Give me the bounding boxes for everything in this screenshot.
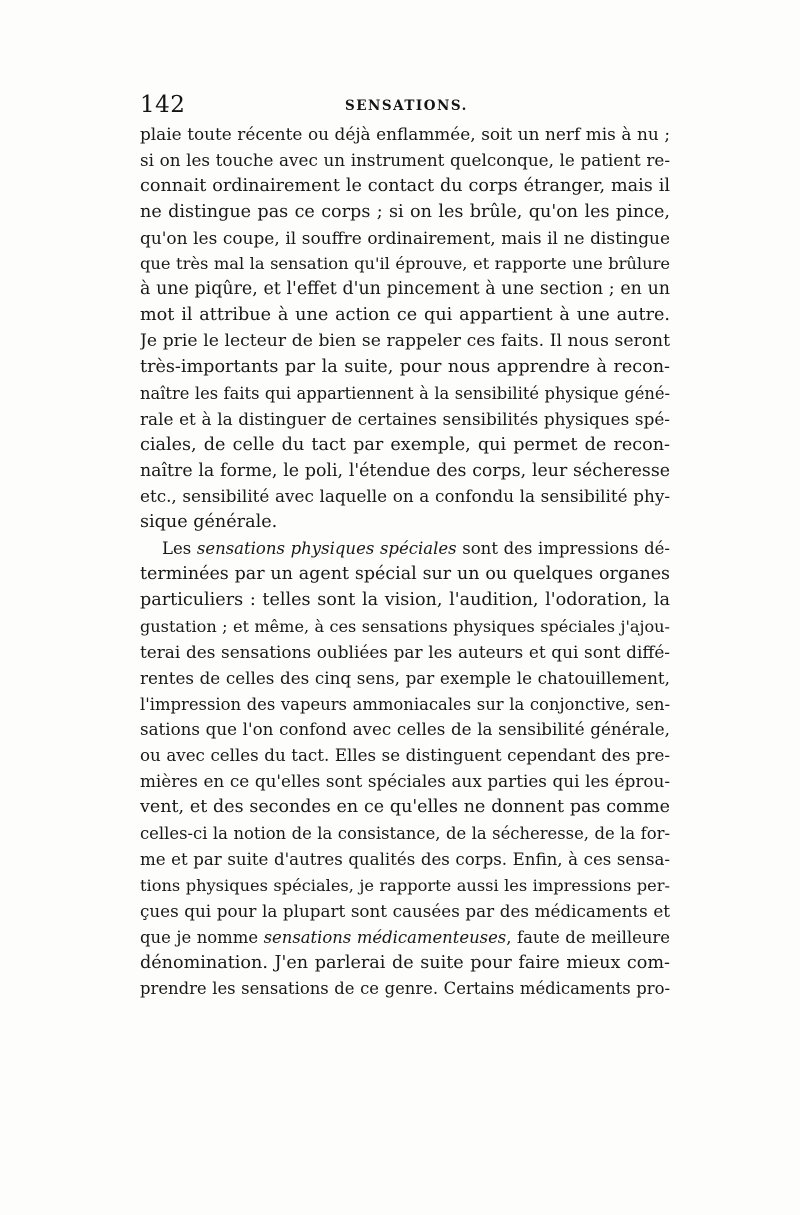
text-line: mot il attribue à une action ce qui appartient à une autre. — [140, 305, 670, 326]
text-line: naître les faits qui appartiennent à la sensibilité physique géné- — [140, 383, 670, 403]
text-line: sations que l'on confond avec celles de la sensibilité générale, — [140, 719, 670, 740]
text-line: l'impression des vapeurs ammoniacales sur la conjonctive, sen- — [140, 694, 670, 714]
italic-term: sensations médicamenteuses — [263, 927, 507, 947]
body-text — [140, 122, 670, 1002]
text-run: que je nomme — [140, 927, 264, 947]
text-run: Les — [162, 539, 197, 559]
text-line: naître la forme, le poli, l'étendue des corps, leur sécheresse — [140, 460, 670, 481]
text-line — [140, 925, 670, 951]
running-title: SENSATIONS. — [345, 98, 468, 114]
text-line: celles-ci la notion de la consistance, de la sécheresse, de la for- — [140, 824, 670, 844]
text-run: sont des impressions dé- — [456, 539, 670, 559]
text-line: prendre les sensations de ce genre. Certains médicaments pro- — [140, 979, 670, 999]
text-line: plaie toute récente ou déjà enflammée, soit un nerf mis à nu ; — [140, 124, 670, 144]
text-line: rale et à la distinguer de certaines sensibilités physiques spé- — [140, 408, 670, 429]
text-line: que très mal la sensation qu'il éprouve, et rapporte une brûlure — [140, 254, 670, 274]
text-line: qu'on les coupe, il souffre ordinairement, mais il ne distingue — [140, 227, 670, 248]
page-header — [140, 92, 670, 122]
text-line: sique générale. — [140, 512, 278, 533]
text-line: particuliers : telles sont la vision, l'audition, l'odoration, la — [140, 590, 670, 611]
text-run: , faute de meilleure — [506, 927, 670, 947]
text-line: terminées par un agent spécial sur un ou quelques organes — [140, 564, 670, 585]
text-line: Je prie le lecteur de bien se rappeler ces faits. Il nous seront — [140, 331, 670, 352]
page-number: 142 — [140, 92, 186, 118]
text-line: mières en ce qu'elles sont spéciales aux parties qui les éprou- — [140, 771, 670, 792]
text-line — [140, 536, 670, 562]
italic-term: sensations physiques spéciales — [196, 539, 457, 559]
text-line: etc., sensibilité avec laquelle on a confondu la sensibilité phy- — [140, 486, 670, 507]
text-line: à une piqûre, et l'effet d'un pincement à une section ; en un — [140, 279, 670, 300]
text-line: çues qui pour la plupart sont causées par des médicaments et — [140, 900, 670, 921]
text-line: si on les touche avec un instrument quelconque, le patient re- — [140, 149, 670, 170]
text-line: ne distingue pas ce corps ; si on les brûle, qu'on les pince, — [140, 201, 670, 222]
text-line: rentes de celles des cinq sens, par exemple le chatouillement, — [140, 667, 670, 688]
text-line: connait ordinairement le contact du corps étranger, mais il — [140, 175, 670, 196]
text-line: ciales, de celle du tact par exemple, qui permet de recon- — [140, 434, 670, 455]
text-line: tions physiques spéciales, je rapporte aussi les impressions per- — [140, 875, 670, 895]
text-line: vent, et des secondes en ce qu'elles ne donnent pas comme — [140, 797, 670, 818]
text-line: gustation ; et même, à ces sensations physiques spéciales j'ajou- — [140, 616, 670, 636]
text-line: dénomination. J'en parlerai de suite pour faire mieux com- — [140, 952, 670, 973]
text-line: terai des sensations oubliées par les auteurs et qui sont diffé- — [140, 641, 670, 662]
text-line: me et par suite d'autres qualités des corps. Enfin, à ces sensa- — [140, 849, 670, 869]
text-line: très-importants par la suite, pour nous apprendre à recon- — [140, 357, 670, 378]
text-line: ou avec celles du tact. Elles se distinguent cependant des pre- — [140, 746, 670, 766]
paragraph-2 — [140, 536, 670, 1002]
paragraph-1 — [140, 122, 670, 536]
